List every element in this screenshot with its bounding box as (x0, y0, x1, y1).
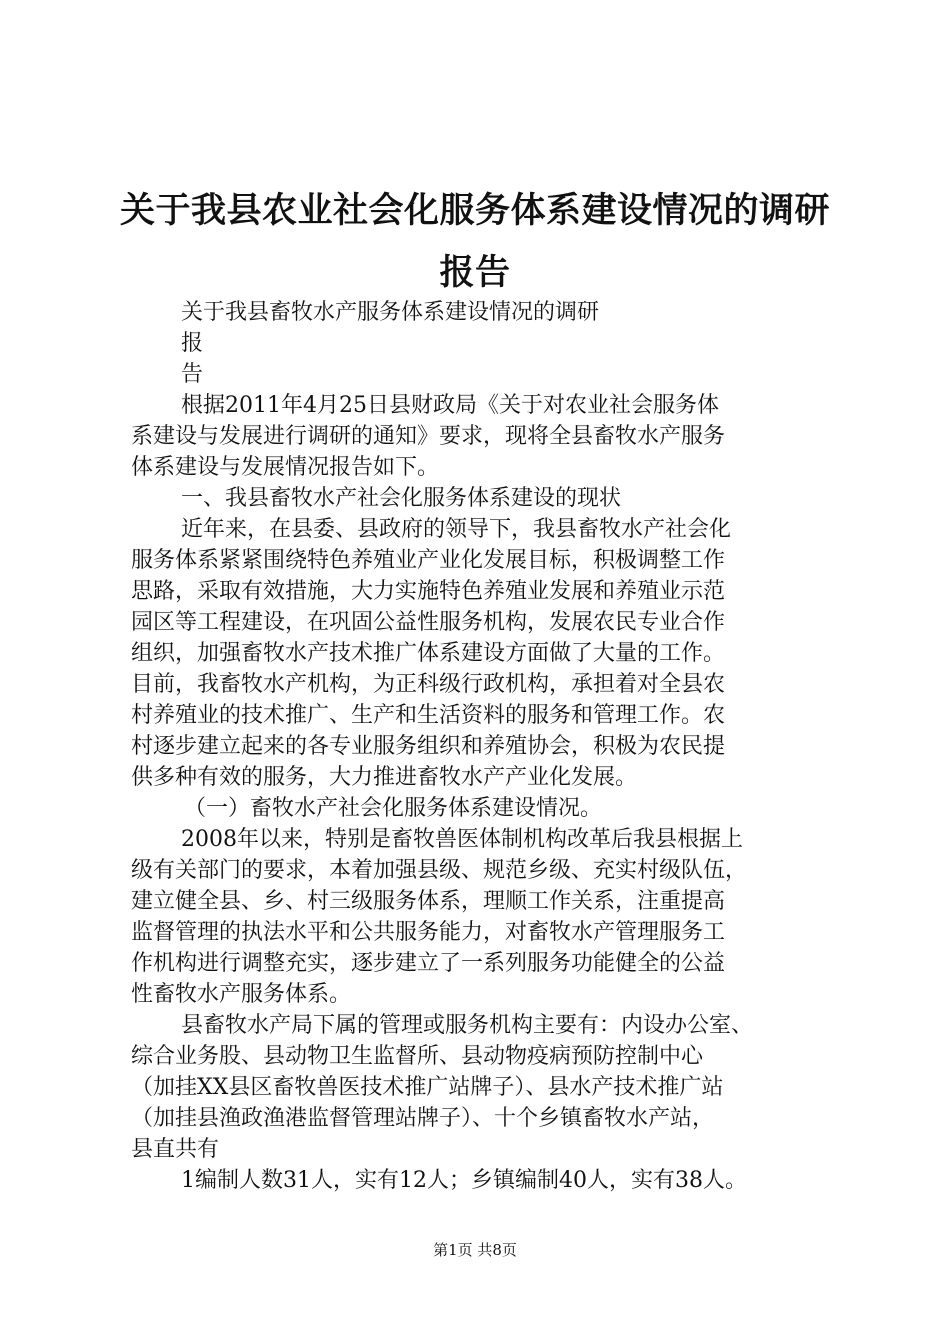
paragraph-line: 监督管理的执法水平和公共服务能力，对畜牧水产管理服务工 (131, 920, 726, 945)
paragraph-line: 级有关部门的要求，本着加强县级、规范乡级、充实村级队伍， (131, 858, 748, 883)
paragraph-line: 根据2011年4月25日县财政局《关于对农业社会服务体 (181, 393, 719, 418)
paragraph-line: 村养殖业的技术推广、生产和生活资料的服务和管理工作。农 (131, 703, 726, 728)
paragraph-line: 县直共有 (131, 1137, 220, 1162)
page-footer: 第1页 共8页 (433, 1241, 517, 1259)
paragraph-line: 思路，采取有效措施，大力实施特色养殖业发展和养殖业示范 (131, 579, 726, 604)
paragraph-line: 供多种有效的服务，大力推进畜牧水产产业化发展。 (131, 765, 638, 790)
paragraph-line: 性畜牧水产服务体系。 (131, 982, 352, 1007)
paragraph-line: 组织，加强畜牧水产技术推广体系建设方面做了大量的工作。 (131, 641, 726, 666)
paragraph-line: 村逐步建立起来的各专业服务组织和养殖协会，积极为农民提 (131, 734, 726, 759)
document-title (0, 180, 950, 304)
title-line-2: 报告 (439, 253, 511, 293)
paragraph-line: 服务体系紧紧围绕特色养殖业产业化发展目标，积极调整工作 (131, 548, 726, 573)
section-heading: 一、我县畜牧水产社会化服务体系建设的现状 (181, 486, 622, 511)
paragraph-line: （加挂XX县区畜牧兽医技术推广站牌子）、县水产技术推广站 (131, 1075, 724, 1100)
paragraph-line: 系建设与发展进行调研的通知》要求，现将全县畜牧水产服务 (131, 424, 726, 449)
paragraph-line: 县畜牧水产局下属的管理或服务机构主要有：内设办公室、 (181, 1013, 754, 1038)
subtitle-line: 告 (181, 362, 204, 387)
subsection-heading: （一）畜牧水产社会化服务体系建设情况。 (184, 796, 603, 821)
title-line-1: 关于我县农业社会化服务体系建设情况的调研 (119, 191, 830, 231)
paragraph-line: 目前，我畜牧水产机构，为正科级行政机构，承担着对全县农 (131, 672, 726, 697)
paragraph-line: 作机构进行调整充实，逐步建立了一系列服务功能健全的公益 (131, 951, 726, 976)
paragraph-line: （加挂县渔政渔港监督管理站牌子）、十个乡镇畜牧水产站， (131, 1106, 715, 1131)
paragraph-line: 近年来，在县委、县政府的领导下，我县畜牧水产社会化 (181, 517, 732, 542)
paragraph-line: 园区等工程建设，在巩固公益性服务机构，发展农民专业合作 (131, 610, 726, 635)
paragraph-line: 建立健全县、乡、村三级服务体系，理顺工作关系，注重提高 (131, 889, 726, 914)
document-body (131, 297, 831, 1196)
subtitle-line: 报 (181, 331, 204, 356)
paragraph-line: 1编制人数31人，实有12人；乡镇编制40人，实有38人。 (181, 1168, 747, 1193)
paragraph-line: 体系建设与发展情况报告如下。 (131, 455, 440, 480)
paragraph-line: 2008年以来，特别是畜牧兽医体制机构改革后我县根据上 (181, 827, 743, 852)
subtitle-line: 关于我县畜牧水产服务体系建设情况的调研 (181, 300, 600, 325)
paragraph-line: 综合业务股、县动物卫生监督所、县动物疫病预防控制中心 (131, 1044, 704, 1069)
